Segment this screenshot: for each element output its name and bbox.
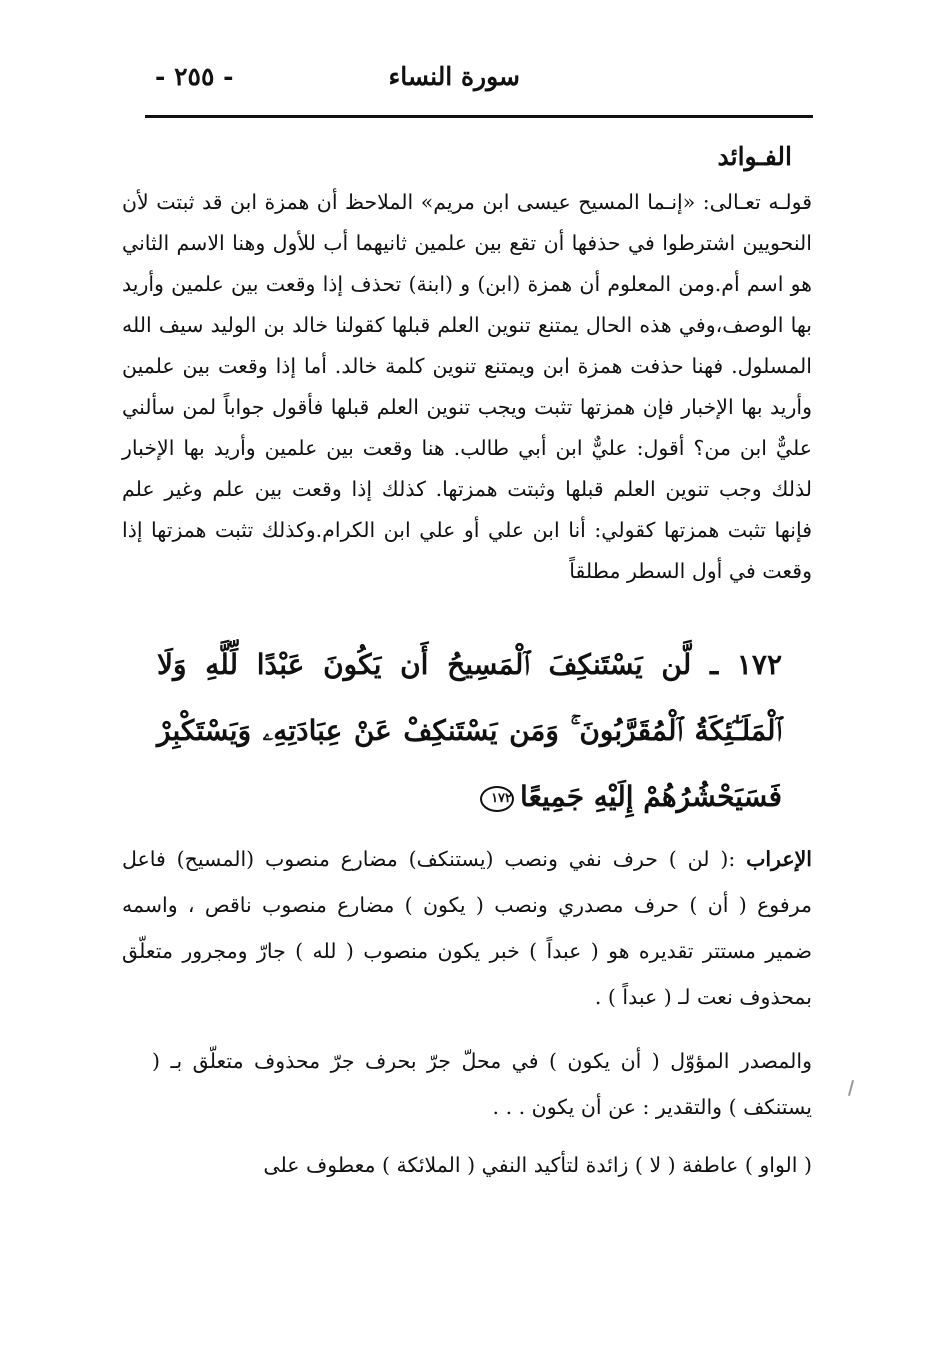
quran-verse (157, 632, 782, 830)
irab-label: الإعراب (746, 847, 812, 871)
irab-paragraph-1 (122, 836, 812, 1020)
page-number: - ٢٥٥ - (155, 62, 234, 91)
irab-paragraph-3: ( الواو ) عاطفة ( لا ) زائدة لتأكيد النفي ( الملائكة ) معطوف على (263, 1153, 812, 1177)
fawaid-paragraph: قولـه تعـالى: «إنـما المسيح عيسى ابن مريم» الملاحظ أن همزة ابن قد ثبتت لأن النحويين اشترطوا في حذفها أن تقع بين علمين ثانيهما أب للأول وهنا الاسم الثاني هو اسم أم.ومن المعلوم أن همزة (ابن) و (ابنة) تحذف إذا وقعت بين علمين وأريد بها الوصف،وفي هذه الحال يمتنع تنوين العلم قبلها كقولنا خالد بن الوليد سيف الله المسلول. فهنا حذفت همزة ابن ويمتنع تنوين كلمة خالد. أما إذا وقعت بين علمين وأريد بها الإخبار فإن همزتها تثبت ويجب تنوين العلم قبلها فأقول جواباً لمن سألني عليٌّ ابن من؟ أقول: عليٌّ ابن أبي طالب. هنا وقعت بين علمين وأريد بها الإخبار لذلك وجب تنوين العلم قبلها وثبتت همزتها. كذلك إذا وقعت بين علم وغير علم فإنها تثبت همزتها كقولي: أنا ابن علي أو علي ابن الكرام.وكذلك تثبت همزتها إذا وقعت في أول السطر مطلقاً (122, 190, 813, 583)
verse-end-marker: ١٧٢ (480, 786, 514, 812)
irab-text-1: :( لن ) حرف نفي ونصب (يستنكف) مضارع منصوب (المسيح) فاعل مرفوع ( أن ) حرف مصدري ونصب ( يكون ) مضارع منصوب ناقص ، واسمه ضمير مستتر تقديره هو ( عبداً ) خبر يكون منصوب ( لله ) جارّ ومجرور متعلّق بمحذوف نعت لـ ( عبداً ) . (122, 847, 812, 1009)
page-header (145, 62, 810, 112)
header-divider (145, 115, 813, 118)
surah-title: سورة النساء (388, 62, 520, 91)
fawaid-title: الفـوائد (717, 142, 792, 171)
margin-mark (848, 1080, 854, 1096)
irab-paragraph-2: والمصدر المؤوّل ( أن يكون ) في محلّ جرّ بحرف جرّ محذوف متعلّق بـ ( يستنكف ) والتقدير : عن أن يكون . . . (152, 1049, 812, 1119)
verse-text: ١٧٢ ـ لَّن يَسْتَنكِفَ ٱلْمَسِيحُ أَن يَكُونَ عَبْدًا لِّلَّهِ وَلَا ٱلْمَلَـٰٓئِكَةُ ٱلْمُقَرَّبُونَ ۚ وَمَن يَسْتَنكِفْ عَنْ عِبَادَتِهِۦ وَيَسْتَكْبِرْ فَسَيَحْشُرُهُمْ إِلَيْهِ جَمِيعًا (157, 648, 782, 813)
